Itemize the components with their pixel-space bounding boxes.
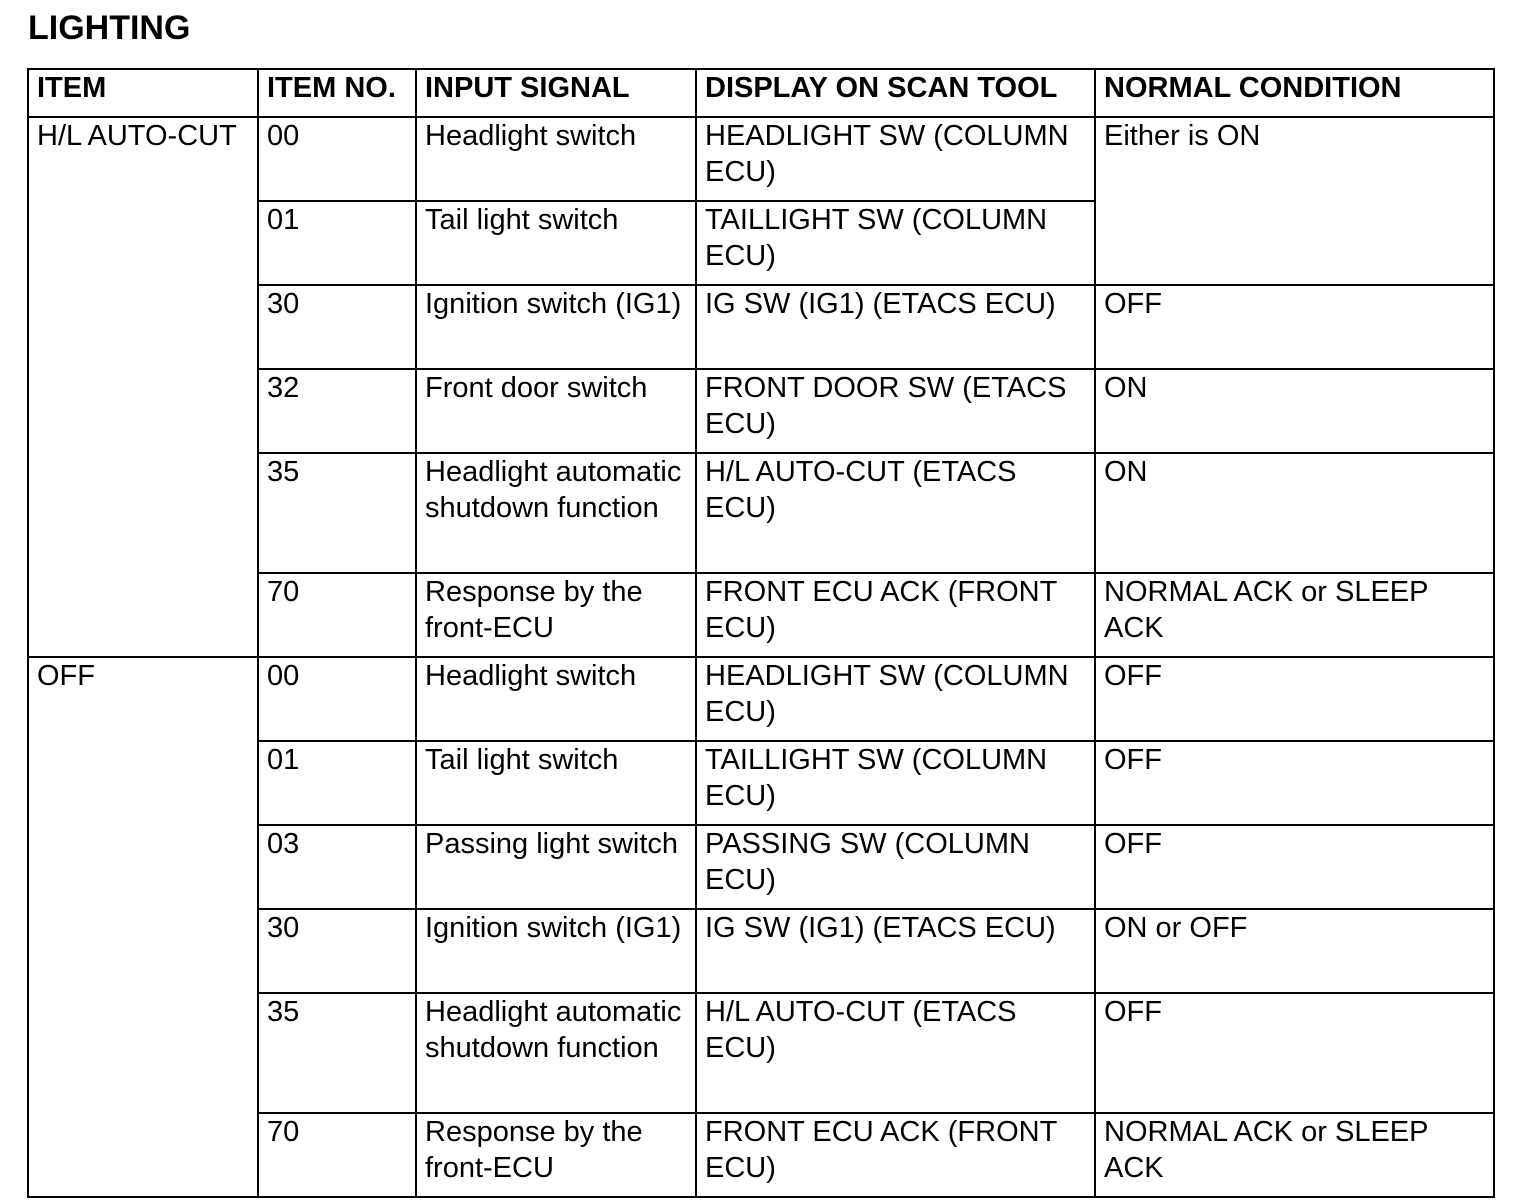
item-no-cell: 35 <box>258 453 416 573</box>
item-no-cell: 01 <box>258 201 416 285</box>
input-signal-cell: Headlight switch <box>416 117 696 201</box>
input-signal-cell: Tail light switch <box>416 741 696 825</box>
table-row <box>28 117 1494 201</box>
normal-condition-cell: OFF <box>1095 285 1494 369</box>
display-cell: FRONT DOOR SW (ETACS ECU) <box>696 369 1095 453</box>
input-signal-cell: Response by the front-ECU <box>416 1113 696 1197</box>
header-input-signal: INPUT SIGNAL <box>416 69 696 117</box>
input-signal-cell: Headlight automatic shutdown function <box>416 993 696 1113</box>
table-row <box>28 657 1494 741</box>
normal-condition-cell: ON <box>1095 369 1494 453</box>
display-cell: PASSING SW (COLUMN ECU) <box>696 825 1095 909</box>
normal-condition-cell: ON or OFF <box>1095 909 1494 993</box>
item-no-cell: 30 <box>258 285 416 369</box>
display-cell: IG SW (IG1) (ETACS ECU) <box>696 285 1095 369</box>
input-signal-cell: Ignition switch (IG1) <box>416 285 696 369</box>
header-display: DISPLAY ON SCAN TOOL <box>696 69 1095 117</box>
input-signal-cell: Headlight automatic shutdown function <box>416 453 696 573</box>
display-cell: HEADLIGHT SW (COLUMN ECU) <box>696 117 1095 201</box>
normal-condition-cell: NORMAL ACK or SLEEP ACK <box>1095 1113 1494 1197</box>
page-title: LIGHTING <box>28 9 191 47</box>
header-item: ITEM <box>28 69 258 117</box>
item-no-cell: 35 <box>258 993 416 1113</box>
item-no-cell: 00 <box>258 657 416 741</box>
normal-condition-cell: ON <box>1095 453 1494 573</box>
input-signal-cell: Headlight switch <box>416 657 696 741</box>
item-no-cell: 01 <box>258 741 416 825</box>
item-no-cell: 70 <box>258 1113 416 1197</box>
normal-condition-cell: OFF <box>1095 657 1494 741</box>
item-no-cell: 03 <box>258 825 416 909</box>
display-cell: TAILLIGHT SW (COLUMN ECU) <box>696 201 1095 285</box>
item-no-cell: 32 <box>258 369 416 453</box>
item-no-cell: 70 <box>258 573 416 657</box>
input-signal-cell: Front door switch <box>416 369 696 453</box>
item-no-cell: 30 <box>258 909 416 993</box>
header-row <box>28 69 1494 117</box>
display-cell: IG SW (IG1) (ETACS ECU) <box>696 909 1095 993</box>
input-signal-cell: Response by the front-ECU <box>416 573 696 657</box>
input-signal-cell: Tail light switch <box>416 201 696 285</box>
input-signal-cell: Passing light switch <box>416 825 696 909</box>
input-signal-cell: Ignition switch (IG1) <box>416 909 696 993</box>
normal-condition-cell: OFF <box>1095 993 1494 1113</box>
normal-condition-cell: OFF <box>1095 825 1494 909</box>
display-cell: H/L AUTO-CUT (ETACS ECU) <box>696 993 1095 1113</box>
header-item-no: ITEM NO. <box>258 69 416 117</box>
display-cell: FRONT ECU ACK (FRONT ECU) <box>696 573 1095 657</box>
normal-condition-cell: NORMAL ACK or SLEEP ACK <box>1095 573 1494 657</box>
display-cell: TAILLIGHT SW (COLUMN ECU) <box>696 741 1095 825</box>
lighting-table <box>27 68 1495 1198</box>
item-no-cell: 00 <box>258 117 416 201</box>
normal-condition-cell: OFF <box>1095 741 1494 825</box>
header-normal-condition: NORMAL CONDITION <box>1095 69 1494 117</box>
display-cell: FRONT ECU ACK (FRONT ECU) <box>696 1113 1095 1197</box>
item-cell: OFF <box>28 657 258 1197</box>
display-cell: HEADLIGHT SW (COLUMN ECU) <box>696 657 1095 741</box>
normal-condition-cell: Either is ON <box>1095 117 1494 285</box>
display-cell: H/L AUTO-CUT (ETACS ECU) <box>696 453 1095 573</box>
item-cell: H/L AUTO-CUT <box>28 117 258 657</box>
